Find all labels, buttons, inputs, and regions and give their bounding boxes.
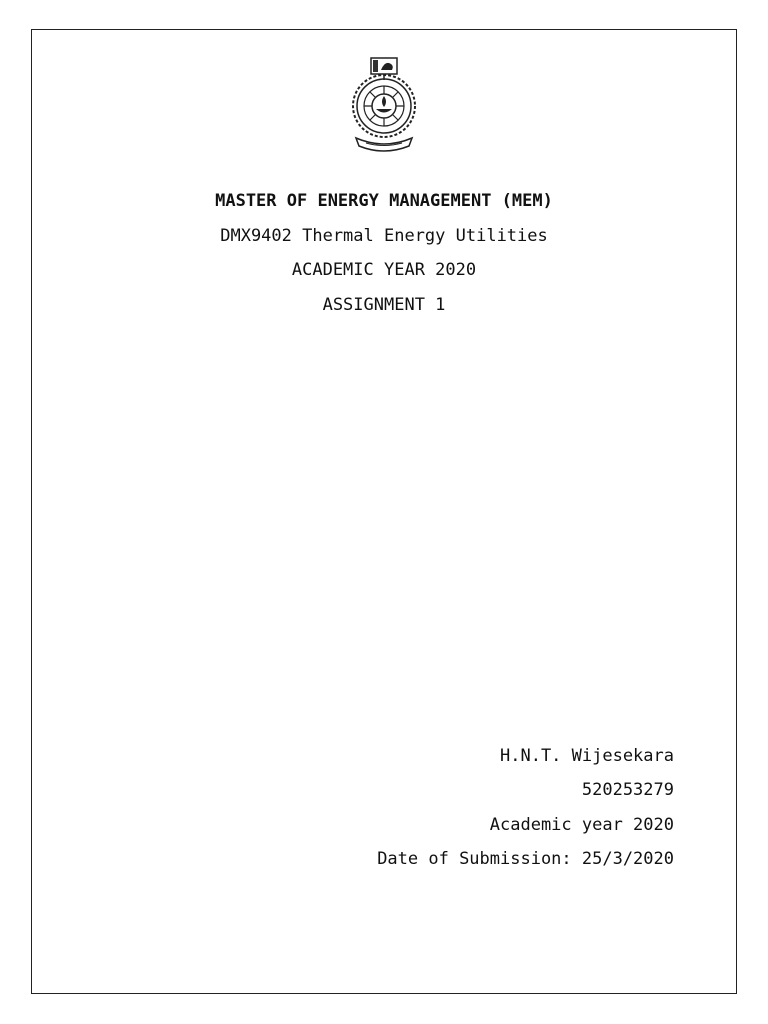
course-title: DMX9402 Thermal Energy Utilities — [220, 226, 548, 246]
student-academic-year: Academic year 2020 — [489, 815, 674, 835]
academic-year-heading: ACADEMIC YEAR 2020 — [291, 260, 477, 280]
university-crest-icon — [344, 54, 424, 158]
program-title: MASTER OF ENERGY MANAGEMENT (MEM) — [215, 191, 553, 211]
submission-date: Date of Submission: 25/3/2020 — [377, 849, 674, 869]
assignment-heading: ASSIGNMENT 1 — [322, 295, 446, 315]
student-name: H.N.T. Wijesekara — [500, 746, 674, 766]
student-id: 520253279 — [581, 780, 674, 800]
